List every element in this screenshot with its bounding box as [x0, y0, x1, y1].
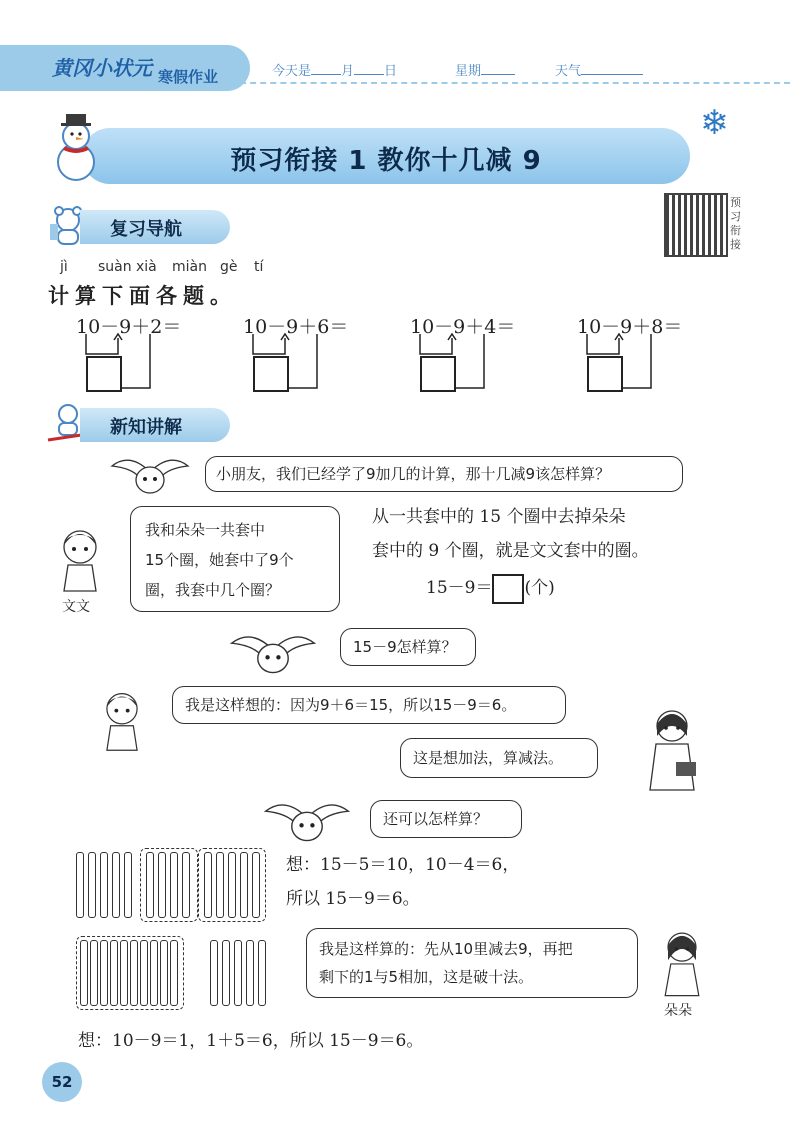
- bubble-6-text: 还可以怎样算？: [383, 810, 489, 828]
- pinyin-ji: jì: [60, 259, 68, 275]
- equation-3: 10－9＋4＝: [410, 316, 516, 338]
- weekday-label: 星期: [455, 64, 482, 79]
- instruction-text: 计算下面各题。: [48, 284, 237, 308]
- stick: [90, 940, 98, 1006]
- stick: [112, 852, 120, 918]
- explanation-line-2: 套中的 9 个圈，就是文文套中的圈。: [372, 541, 649, 561]
- weekday-field: [455, 60, 515, 79]
- stick: [228, 852, 236, 918]
- stick: [80, 940, 88, 1006]
- wenwen-girl-icon: [50, 525, 110, 595]
- stick: [100, 852, 108, 918]
- speech-bubble-1: [205, 456, 683, 492]
- bird-character-icon: [110, 452, 190, 498]
- pinyin-suan: suàn: [98, 259, 132, 275]
- bubble-4-text: 我是这样想的：因为9＋6＝15，所以15－9＝6。: [185, 696, 517, 714]
- month-label: 月: [341, 64, 355, 79]
- instruction-pinyin: [60, 256, 274, 275]
- stick: [100, 940, 108, 1006]
- sticks-group-2: [80, 940, 270, 1004]
- snowflake-icon: ❄: [700, 103, 729, 143]
- bubble-1-text: 小朋友，我们已经学了9加几的计算，那十几减9该怎样算？: [216, 465, 611, 483]
- pinyin-ge: gè: [220, 259, 238, 275]
- bubble-2-line-1: 我和朵朵一共套中: [145, 521, 266, 539]
- pinyin-mian: miàn: [172, 259, 207, 275]
- header-divider: [230, 82, 790, 84]
- bubble-2-line-2: 15个圈，她套中了9个: [145, 551, 294, 569]
- pinyin-ti: tí: [254, 259, 264, 275]
- stick: [120, 940, 128, 1006]
- stick: [204, 852, 212, 918]
- page-title: 预习衔接 1 教你十几减 9: [230, 146, 542, 176]
- weather-field: [555, 60, 643, 79]
- stick: [130, 940, 138, 1006]
- stick: [170, 940, 178, 1006]
- date-field: [272, 60, 397, 79]
- stick: [140, 940, 148, 1006]
- wenwen-girl-icon: [92, 688, 152, 754]
- explanation-text: [372, 500, 649, 568]
- stick: [158, 852, 166, 918]
- stick: [160, 940, 168, 1006]
- pinyin-xia: xià: [136, 259, 157, 275]
- wenwen-label: 文文: [62, 599, 90, 615]
- weather-label: 天气: [555, 64, 582, 79]
- stick: [150, 940, 158, 1006]
- speech-bubble-6: [370, 800, 522, 838]
- speech-bubble-4: [172, 686, 566, 724]
- equation-2: 10－9＋6＝: [243, 316, 349, 338]
- equation-15-9-text: 15－9＝: [426, 578, 493, 598]
- think-text-1: [286, 848, 519, 916]
- review-heading: 复习导航: [110, 219, 182, 240]
- bubble-5-text: 这是想加法，算减法。: [413, 749, 564, 767]
- duoduo-label: 朵朵: [664, 1003, 692, 1019]
- stick: [110, 940, 118, 1006]
- stick: [258, 940, 266, 1006]
- stick: [182, 852, 190, 918]
- speech-bubble-5: [400, 738, 598, 778]
- stick: [216, 852, 224, 918]
- unit-label: (个): [524, 578, 555, 598]
- bubble-7-line-1: 我是这样算的：先从10里减去9，再把: [319, 940, 573, 958]
- stick: [222, 940, 230, 1006]
- stick: [240, 852, 248, 918]
- answer-box-1[interactable]: [86, 356, 122, 392]
- equation-15-9: [426, 571, 555, 605]
- stick: [76, 852, 84, 918]
- qr-label: 预习衔接: [730, 196, 741, 251]
- explanation-line-1: 从一共套中的 15 个圈中去掉朵朵: [372, 507, 626, 527]
- answer-box-15-9[interactable]: [492, 574, 524, 604]
- page-number: 52: [42, 1062, 82, 1102]
- bubble-2-line-3: 圈，我套中几个圈？: [145, 581, 281, 599]
- answer-box-4[interactable]: [587, 356, 623, 392]
- stick: [124, 852, 132, 918]
- speech-bubble-3: [340, 628, 476, 666]
- sticks-group-1: [76, 852, 266, 916]
- brand-logo: 黄冈小状元: [52, 56, 152, 80]
- answer-box-2[interactable]: [253, 356, 289, 392]
- teacher-icon: [640, 706, 702, 792]
- equation-1: 10－9＋2＝: [76, 316, 182, 338]
- date-label: 今天是: [272, 64, 312, 79]
- stick: [234, 940, 242, 1006]
- think-1-line-2: 所以 15－9＝6。: [286, 889, 420, 909]
- stick: [252, 852, 260, 918]
- stick: [88, 852, 96, 918]
- stick: [170, 852, 178, 918]
- think-1-line-1: 想：15－5＝10，10－4＝6，: [286, 855, 520, 875]
- bird-character-icon: [262, 796, 352, 846]
- equation-4: 10－9＋8＝: [577, 316, 683, 338]
- bubble-3-text: 15－9怎样算？: [353, 638, 457, 656]
- duoduo-girl-icon: [654, 926, 710, 1000]
- bubble-7-line-2: 剩下的1与5相加，这是破十法。: [319, 968, 534, 986]
- qr-code-icon[interactable]: [664, 193, 728, 257]
- brand-subtitle: 寒假作业: [158, 68, 219, 86]
- speech-bubble-7: [306, 928, 638, 998]
- day-label: 日: [384, 64, 398, 79]
- think-text-2: 想：10－9＝1，1＋5＝6，所以 15－9＝6。: [78, 1031, 424, 1051]
- stick: [146, 852, 154, 918]
- bird-character-icon: [228, 628, 318, 678]
- stick: [210, 940, 218, 1006]
- answer-box-3[interactable]: [420, 356, 456, 392]
- stick: [246, 940, 254, 1006]
- new-knowledge-heading: 新知讲解: [110, 417, 182, 438]
- speech-bubble-2: [130, 506, 340, 612]
